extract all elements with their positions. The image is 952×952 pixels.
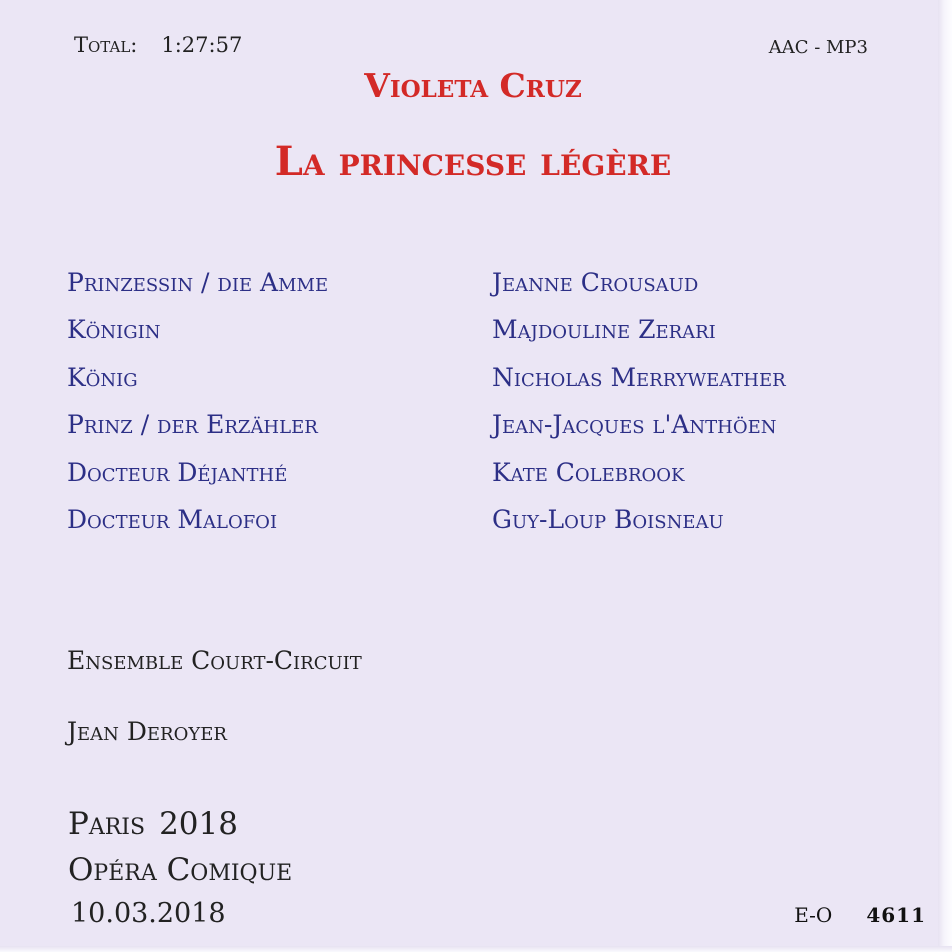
cast-role: Prinzessin / die Amme — [67, 268, 329, 297]
cast-row — [67, 315, 887, 362]
ensemble-name: Ensemble Court-Circuit — [67, 646, 362, 675]
recording-date: 10.03.2018 — [71, 898, 226, 929]
cast-row — [67, 363, 887, 410]
cast-singer: Guy-Loup Boisneau — [492, 504, 724, 534]
cast-role: Prinz / der Erzähler — [67, 410, 318, 440]
cast-row — [67, 410, 887, 457]
composer-name: Violeta Cruz — [364, 66, 582, 105]
recording-city: Paris — [68, 806, 146, 842]
catalog-label: E-O — [794, 903, 833, 927]
conductor-name: Jean Deroyer — [67, 717, 227, 746]
opera-title: La princesse légère — [274, 138, 672, 185]
cast-singer: Jeanne Crousaud — [492, 268, 699, 297]
cast-row — [67, 458, 887, 505]
cast-list — [67, 268, 887, 552]
catalog-num: 4611 — [866, 903, 926, 927]
recording-year: 2018 — [159, 806, 238, 842]
recording-venue: Opéra Comique — [68, 852, 293, 888]
cast-singer: Majdouline Zerari — [492, 315, 716, 345]
cover-edge-bottom — [0, 946, 952, 952]
total-label: Total: — [74, 33, 138, 57]
cast-role: Königin — [67, 315, 161, 345]
cast-row — [67, 268, 887, 315]
cast-singer: Jean-Jacques l'Anthöen — [492, 410, 777, 440]
cast-role: Docteur Déjanthé — [67, 457, 288, 487]
cast-row — [67, 505, 887, 552]
catalog-number — [794, 903, 926, 927]
cast-role: König — [67, 362, 138, 392]
total-time: 1:27:57 — [161, 33, 243, 57]
cast-singer: Kate Colebrook — [492, 457, 685, 487]
audio-format: AAC - MP3 — [768, 37, 868, 58]
cast-role: Docteur Malofoi — [67, 504, 278, 534]
cast-singer: Nicholas Merryweather — [492, 362, 786, 392]
total-duration — [74, 33, 242, 57]
recording-place-year — [68, 806, 238, 842]
